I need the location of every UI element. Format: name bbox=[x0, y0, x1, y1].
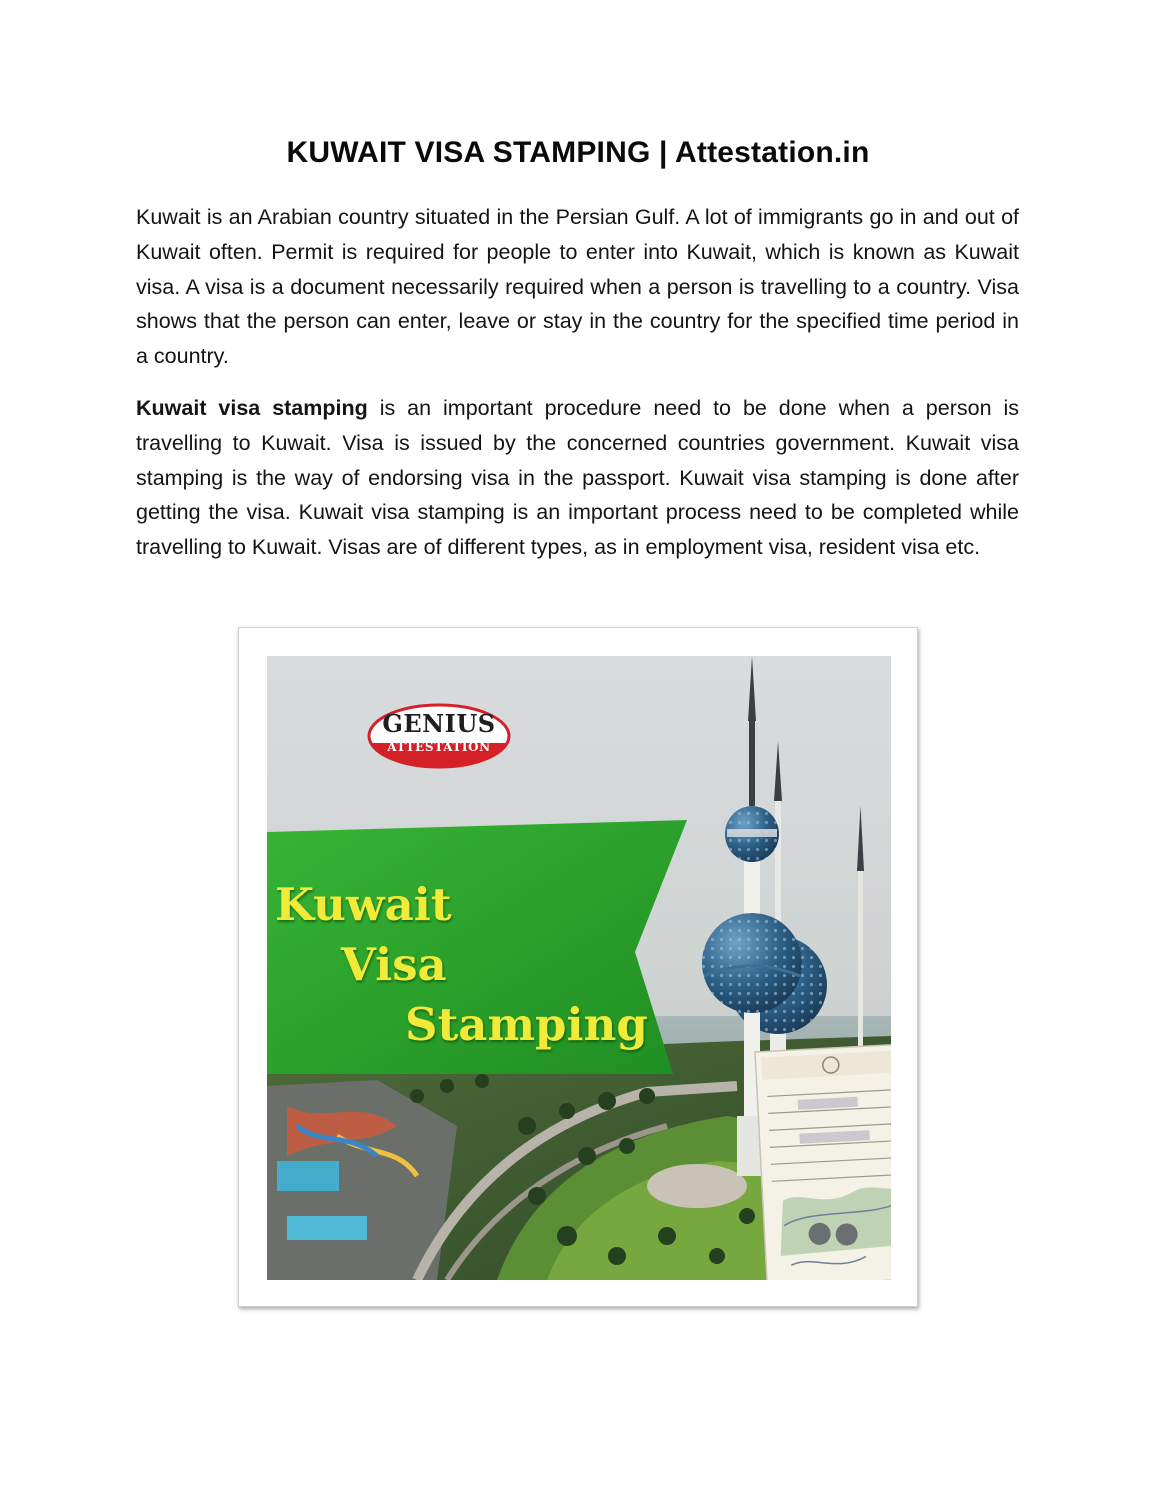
logo-text-attestation: ATTESTATION bbox=[387, 740, 491, 754]
tower-three bbox=[858, 866, 863, 1066]
intro-paragraph: Kuwait is an Arabian country situated in the Persian Gulf. A lot of immigrants go in and out of Kuwait often. Permit is required for people to enter into Kuwait, which is known as Kuwait visa. A visa is a document necessarily required when a person is travelling to a country. Visa shows that the person can enter, leave or stay in the country for the specified time period in a country. bbox=[136, 205, 1019, 369]
visa-sticker-image bbox=[755, 1044, 891, 1280]
stamping-paragraph bbox=[136, 391, 1019, 565]
genius-attestation-logo bbox=[369, 702, 509, 764]
kuwait-visa-promo-image bbox=[267, 656, 891, 1280]
stamping-paragraph-text: is an important procedure need to be done when a person is travelling to Kuwait. Visa is issued by the concerned countries government. Kuwait visa stamping is the way of endorsing visa in the passport. Kuwait visa stamping is done after getting the visa. Kuwait visa stamping is an important process need to be completed while travelling to Kuwait. Visas are of different types, as in employment visa, resident visa etc. bbox=[136, 396, 1019, 560]
banner-line-stamping: Stamping bbox=[405, 998, 648, 1051]
banner-line-kuwait: Kuwait bbox=[275, 878, 452, 931]
banner-line-visa: Visa bbox=[341, 938, 447, 991]
figure-frame bbox=[238, 627, 918, 1307]
logo-text-genius: GENIUS bbox=[382, 709, 496, 738]
page-title: KUWAIT VISA STAMPING | Attestation.in bbox=[286, 136, 870, 169]
stamping-paragraph-bold: Kuwait visa stamping bbox=[136, 396, 368, 420]
